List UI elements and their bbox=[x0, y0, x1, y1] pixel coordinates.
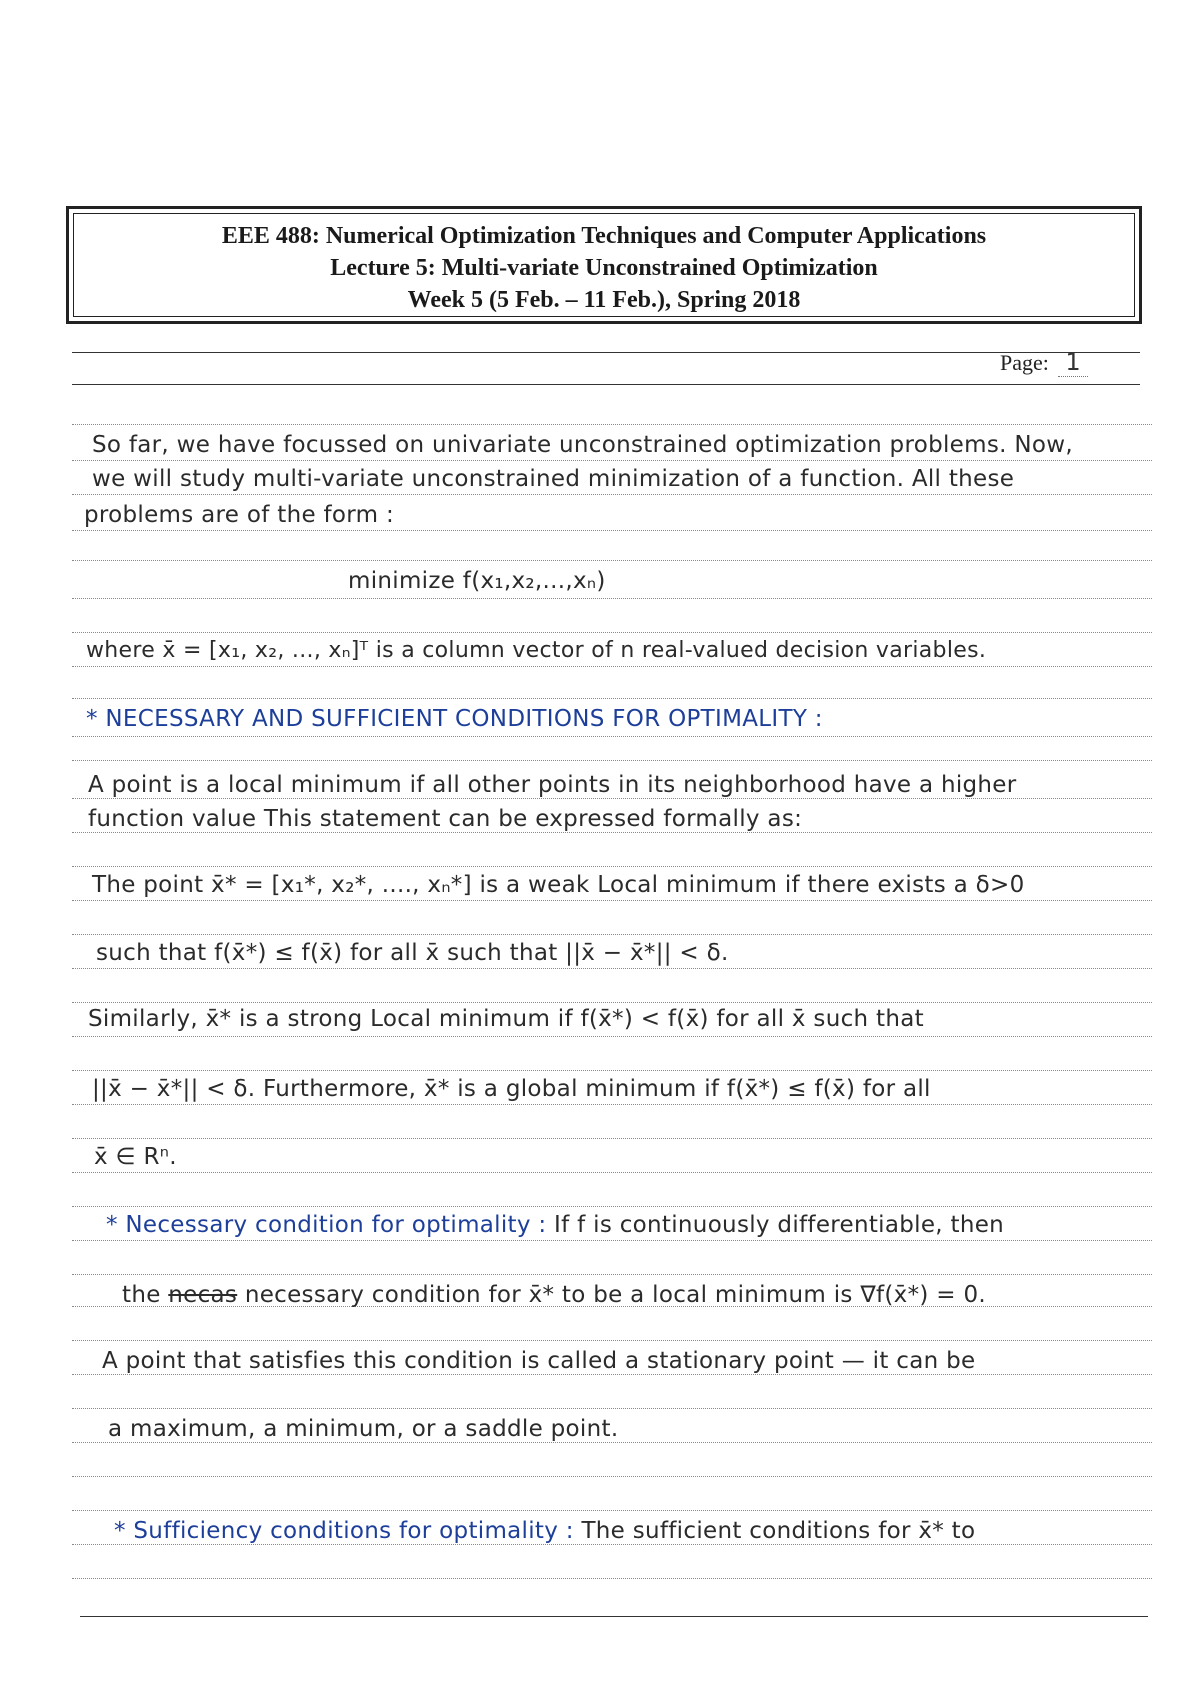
divider bbox=[72, 352, 1140, 353]
ruled-line bbox=[72, 900, 1152, 901]
ruled-line bbox=[72, 866, 1152, 867]
necessary-condition-heading: * Necessary condition for optimality : bbox=[106, 1212, 547, 1238]
necessary-condition-line-2 bbox=[122, 1282, 986, 1308]
ruled-line bbox=[72, 698, 1152, 699]
strong-min-line-3: x̄ ∈ Rⁿ. bbox=[94, 1144, 177, 1170]
ruled-line bbox=[72, 1340, 1152, 1341]
weak-min-line-2: such that f(x̄*) ≤ f(x̄) for all x̄ such that ||x̄ − x̄*|| < δ. bbox=[96, 940, 729, 966]
formula-minimize: minimize f(x₁,x₂,...,xₙ) bbox=[348, 568, 606, 594]
local-min-line-1: A point is a local minimum if all other points in its neighborhood have a higher bbox=[88, 772, 1017, 798]
ruled-line bbox=[72, 1476, 1152, 1477]
ruled-line bbox=[72, 736, 1152, 737]
ruled-line bbox=[72, 424, 1152, 425]
ruled-line bbox=[72, 632, 1152, 633]
sufficiency-heading: * Sufficiency conditions for optimality : bbox=[114, 1518, 574, 1544]
ruled-line bbox=[72, 934, 1152, 935]
weak-min-line-1: The point x̄* = [x₁*, x₂*, ...., xₙ*] is a weak Local minimum if there exists a δ>0 bbox=[92, 872, 1025, 898]
ruled-line bbox=[72, 1240, 1152, 1241]
ruled-line bbox=[72, 1036, 1152, 1037]
strong-min-line-2: ||x̄ − x̄*|| < δ. Furthermore, x̄* is a global minimum if f(x̄*) ≤ f(x̄) for all bbox=[92, 1076, 931, 1102]
ruled-line bbox=[72, 1510, 1152, 1511]
ruled-line bbox=[72, 1172, 1152, 1173]
ruled-line bbox=[72, 1138, 1152, 1139]
page-label: Page: bbox=[1000, 350, 1049, 375]
intro-line-3: problems are of the form : bbox=[84, 502, 394, 528]
sufficiency-condition-line bbox=[114, 1518, 975, 1544]
struck-out-word: necas bbox=[168, 1282, 238, 1308]
ruled-line bbox=[72, 560, 1152, 561]
week-info: Week 5 (5 Feb. – 11 Feb.), Spring 2018 bbox=[407, 287, 801, 313]
divider bbox=[72, 384, 1140, 385]
necessary-condition-line-1 bbox=[106, 1212, 1004, 1238]
intro-line-2: we will study multi-variate unconstrained minimization of a function. All these bbox=[92, 466, 1015, 492]
ruled-line bbox=[72, 968, 1152, 969]
lecture-header bbox=[66, 206, 1142, 324]
stationary-point-line-2: a maximum, a minimum, or a saddle point. bbox=[108, 1416, 619, 1442]
ruled-line bbox=[72, 760, 1152, 761]
page-number: 1 bbox=[1058, 348, 1088, 377]
course-title: EEE 488: Numerical Optimization Techniques and Computer Applications bbox=[221, 223, 987, 249]
sufficiency-text: The sufficient conditions for x̄* to bbox=[573, 1518, 976, 1544]
strong-min-line-1: Similarly, x̄* is a strong Local minimum if f(x̄*) < f(x̄) for all x̄ such that bbox=[88, 1006, 924, 1032]
ruled-line bbox=[72, 1408, 1152, 1409]
ruled-line bbox=[72, 1544, 1152, 1545]
divider bbox=[80, 1616, 1148, 1617]
lecture-title: Lecture 5: Multi-variate Unconstrained Optimization bbox=[330, 255, 878, 281]
necessary-text-start: the bbox=[122, 1282, 169, 1308]
necessary-text-end: necessary condition for x̄* to be a local minimum is ∇f(x̄*) = 0. bbox=[237, 1282, 986, 1308]
necessary-condition-text: If f is continuously differentiable, then bbox=[546, 1212, 1005, 1238]
ruled-line bbox=[72, 1578, 1152, 1579]
ruled-line bbox=[72, 1442, 1152, 1443]
stationary-point-line-1: A point that satisfies this condition is called a stationary point — it can be bbox=[102, 1348, 976, 1374]
ruled-line bbox=[72, 460, 1152, 461]
local-min-line-2: function value This statement can be expressed formally as: bbox=[88, 806, 803, 832]
ruled-line bbox=[72, 598, 1152, 599]
heading-necessary-sufficient-conditions: * NECESSARY AND SUFFICIENT CONDITIONS FOR OPTIMALITY : bbox=[86, 706, 823, 732]
ruled-line bbox=[72, 1206, 1152, 1207]
ruled-line bbox=[72, 666, 1152, 667]
where-vector-definition: where x̄ = [x₁, x₂, ..., xₙ]ᵀ is a column vector of n real-valued decision variables. bbox=[86, 638, 987, 663]
intro-line-1: So far, we have focussed on univariate unconstrained optimization problems. Now, bbox=[92, 432, 1073, 458]
ruled-line bbox=[72, 494, 1152, 495]
ruled-line bbox=[72, 1374, 1152, 1375]
ruled-line bbox=[72, 832, 1152, 833]
ruled-line bbox=[72, 1274, 1152, 1275]
ruled-line bbox=[72, 798, 1152, 799]
ruled-line bbox=[72, 1002, 1152, 1003]
ruled-line bbox=[72, 1104, 1152, 1105]
ruled-line bbox=[72, 530, 1152, 531]
ruled-line bbox=[72, 1070, 1152, 1071]
